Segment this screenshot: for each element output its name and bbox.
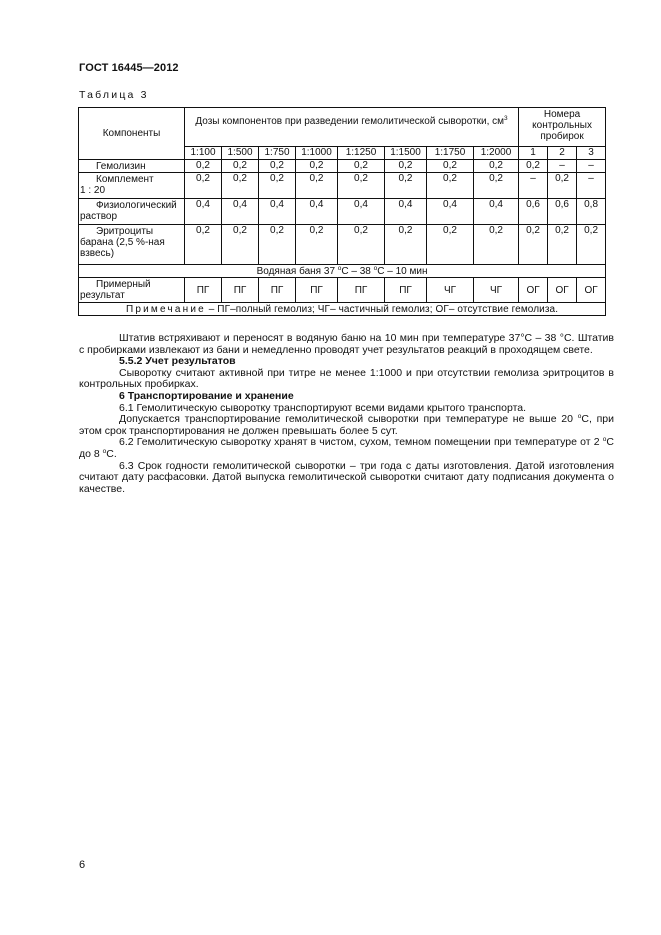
- result-control-cell: ОГ: [577, 278, 606, 303]
- value-cell: 0,2: [185, 160, 222, 173]
- degree-sup: о: [373, 264, 378, 272]
- value-cell: 0,2: [296, 173, 338, 199]
- value-cell: 0,4: [296, 199, 338, 225]
- water-bath-row: [79, 265, 606, 278]
- row-label: [79, 160, 185, 173]
- value-cell: 0,2: [427, 173, 474, 199]
- degree-sup: о: [602, 436, 607, 444]
- control-cell: –: [519, 173, 548, 199]
- value-cell: 0,2: [222, 173, 259, 199]
- result-control-cell: ОГ: [548, 278, 577, 303]
- dilution-cell: 1:1500: [385, 147, 427, 160]
- paragraph-activity: Сыворотку считают активной при титре не менее 1:1000 и при отсутствии гемолиза эритроцитов в контрольных пробирках.: [79, 366, 614, 391]
- degree-sup: о: [337, 264, 342, 272]
- header-doses-unit-sup: 3: [504, 115, 508, 122]
- text-run: С, при этом срок транспортирования не должен превышать более 5 сут.: [79, 413, 614, 437]
- body-text: [79, 333, 614, 495]
- table-row: [79, 199, 606, 225]
- dilution-cell: 1:1750: [427, 147, 474, 160]
- value-cell: 0,2: [222, 225, 259, 265]
- result-cell: ЧГ: [474, 278, 519, 303]
- value-cell: 0,4: [222, 199, 259, 225]
- value-cell: 0,2: [185, 225, 222, 265]
- value-cell: 0,4: [338, 199, 385, 225]
- value-cell: 0,2: [296, 225, 338, 265]
- control-number-cell: 3: [577, 147, 606, 160]
- value-cell: 0,2: [296, 160, 338, 173]
- water-bath-cell: [79, 265, 606, 278]
- control-cell: 0,2: [548, 173, 577, 199]
- value-cell: 0,2: [259, 160, 296, 173]
- heading-5-5-2: 5.5.2 Учет результатов: [119, 355, 236, 368]
- dilution-cell: 1:2000: [474, 147, 519, 160]
- row-label: [79, 278, 185, 303]
- value-cell: 0,4: [427, 199, 474, 225]
- table-row: [79, 173, 606, 199]
- value-cell: 0,2: [385, 160, 427, 173]
- value-cell: 0,2: [474, 225, 519, 265]
- row-label-text-rest: раствор: [80, 211, 118, 222]
- paragraph-6-3: 6.3 Срок годности гемолитической сыворотки – три года с даты изготовления. Датой изготовления считают дату расфасовки. Датой выпуска гемолитической сыворотки считают дату подписания документа о качестве.: [79, 459, 614, 495]
- row-label: [79, 225, 185, 265]
- value-cell: 0,2: [385, 225, 427, 265]
- row-label-text: Эритроциты: [96, 226, 154, 237]
- value-cell: 0,4: [185, 199, 222, 225]
- value-cell: 0,2: [338, 173, 385, 199]
- value-cell: 0,2: [222, 160, 259, 173]
- header-controls: Номера контрольных пробирок: [519, 108, 606, 147]
- row-label-text: Гемолизин: [96, 161, 146, 172]
- text-run: С до 8: [79, 436, 614, 460]
- result-cell: ПГ: [296, 278, 338, 303]
- degree-sup: о: [577, 413, 582, 421]
- result-cell: ПГ: [259, 278, 296, 303]
- standard-header: ГОСТ 16445—2012: [79, 62, 179, 74]
- result-cell: ПГ: [222, 278, 259, 303]
- header-doses-text: Дозы компонентов при разведении гемолитической сыворотки,: [195, 116, 490, 127]
- control-number-cell: 1: [519, 147, 548, 160]
- value-cell: 0,2: [259, 173, 296, 199]
- result-cell: ЧГ: [427, 278, 474, 303]
- paragraph-shaking: Штатив встряхивают и переносят в водяную баню на 10 мин при температуре 37°С – 38 °С. Штатив с пробирками извлекают из бани и немедленно проводят учет результатов реакций в проходящем свете.: [79, 332, 614, 356]
- page-number: 6: [79, 859, 86, 871]
- dose-table: [78, 107, 606, 316]
- paragraph-6-1: 6.1 Гемолитическую сыворотку транспортируют всеми видами крытого транспорта.: [119, 401, 527, 414]
- header-doses: [185, 108, 519, 147]
- row-label-text: Физиологический: [96, 200, 177, 211]
- note-label: Примечание: [125, 303, 206, 315]
- note-text: – ПГ–полный гемолиз; ЧГ– частичный гемолиз; ОГ– отсутствие гемолиза.: [205, 303, 559, 315]
- text-run: С.: [106, 447, 117, 460]
- bath-text-mid: С – 38: [341, 265, 371, 277]
- bath-text-end: С – 10 мин: [377, 265, 428, 277]
- row-label-text: Примерный: [96, 279, 151, 290]
- value-cell: 0,2: [427, 160, 474, 173]
- value-cell: 0,2: [474, 160, 519, 173]
- result-cell: ПГ: [338, 278, 385, 303]
- text-run: 6.2 Гемолитическую сыворотку хранят в чистом, сухом, темном помещении при температуре от 2: [119, 436, 603, 449]
- control-cell: 0,2: [519, 160, 548, 173]
- value-cell: 0,2: [427, 225, 474, 265]
- result-cell: ПГ: [185, 278, 222, 303]
- table-caption: Таблица 3: [79, 89, 149, 101]
- paragraph-6-2: [79, 437, 614, 460]
- value-cell: 0,4: [385, 199, 427, 225]
- text-run: Допускается транспортирование гемолитической сыворотки при температуре не выше 20: [119, 413, 578, 426]
- control-cell: 0,6: [548, 199, 577, 225]
- dilution-cell: 1:100: [185, 147, 222, 160]
- control-cell: –: [548, 160, 577, 173]
- paragraph-6-1-transport: [79, 414, 614, 437]
- header-doses-unit: см: [492, 116, 505, 127]
- row-label-text-rest: результат: [80, 290, 125, 301]
- header-components: Компоненты: [79, 108, 185, 160]
- row-label-text-rest: 1 : 20: [80, 185, 106, 196]
- table-header-row: [79, 108, 606, 147]
- value-cell: 0,4: [474, 199, 519, 225]
- control-number-cell: 2: [548, 147, 577, 160]
- row-label: [79, 173, 185, 199]
- row-label: [79, 199, 185, 225]
- table-note: [79, 303, 606, 316]
- value-cell: 0,2: [385, 173, 427, 199]
- table-row: [79, 160, 606, 173]
- value-cell: 0,2: [338, 225, 385, 265]
- control-cell: –: [577, 173, 606, 199]
- value-cell: 0,2: [338, 160, 385, 173]
- dilution-cell: 1:1000: [296, 147, 338, 160]
- row-label-text: Комплемент: [96, 174, 154, 185]
- control-cell: 0,2: [519, 225, 548, 265]
- control-cell: 0,6: [519, 199, 548, 225]
- dilution-cell: 1:750: [259, 147, 296, 160]
- result-control-cell: ОГ: [519, 278, 548, 303]
- bath-text-start: Водяная баня 37: [256, 265, 335, 277]
- result-row: [79, 278, 606, 303]
- value-cell: 0,2: [185, 173, 222, 199]
- dilution-cell: 1:500: [222, 147, 259, 160]
- note-row: [79, 303, 606, 316]
- control-cell: 0,8: [577, 199, 606, 225]
- value-cell: 0,4: [259, 199, 296, 225]
- result-cell: ПГ: [385, 278, 427, 303]
- control-cell: –: [577, 160, 606, 173]
- value-cell: 0,2: [259, 225, 296, 265]
- dilution-cell: 1:1250: [338, 147, 385, 160]
- control-cell: 0,2: [577, 225, 606, 265]
- degree-sup: о: [102, 447, 107, 455]
- row-label-text-rest: барана (2,5 %-ная взвесь): [80, 237, 165, 259]
- control-cell: 0,2: [548, 225, 577, 265]
- table-row: [79, 225, 606, 265]
- heading-section-6: 6 Транспортирование и хранение: [119, 389, 294, 402]
- value-cell: 0,2: [474, 173, 519, 199]
